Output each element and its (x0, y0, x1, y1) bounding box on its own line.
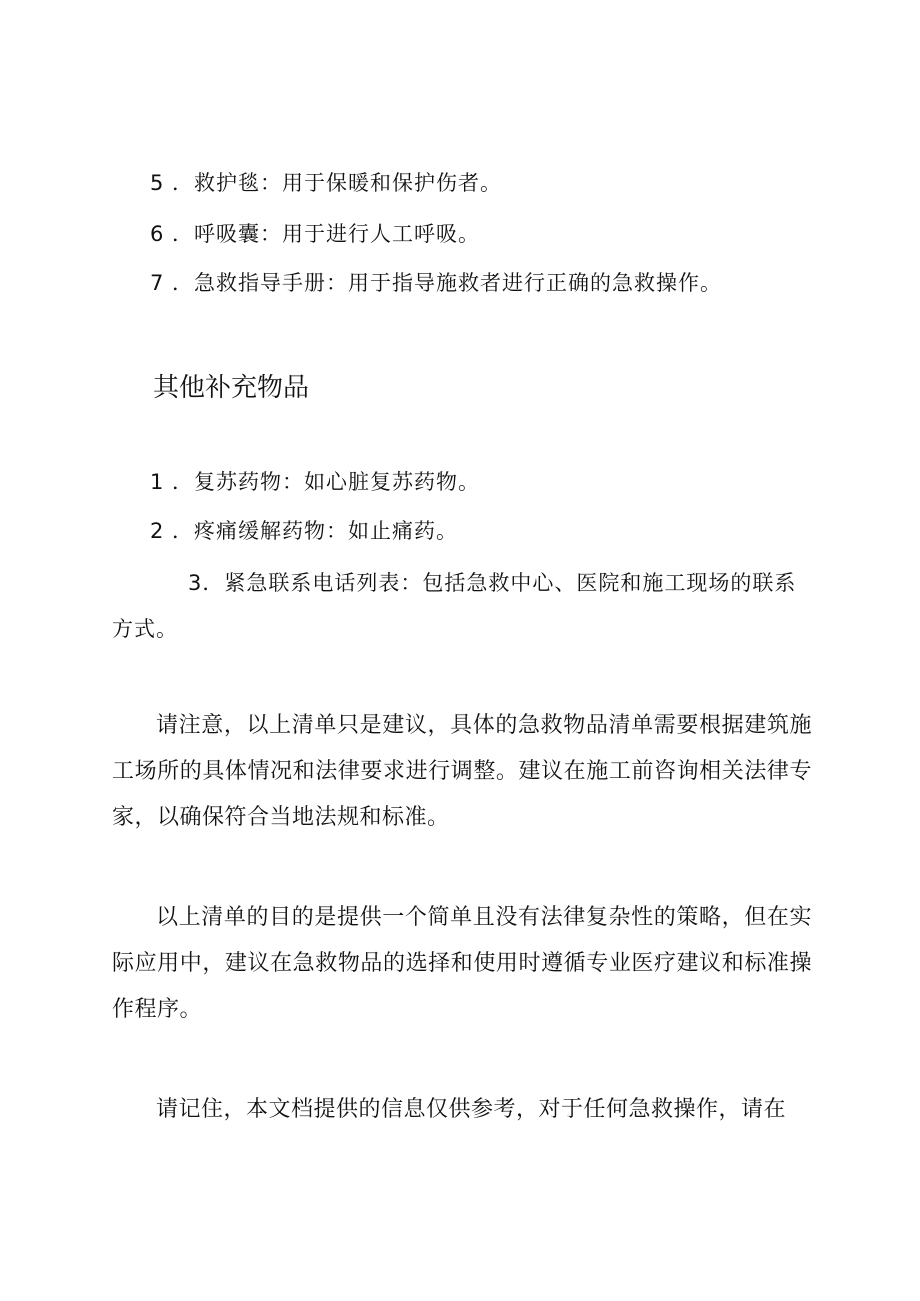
list-item-7 (150, 268, 722, 298)
list-item-3 (112, 560, 812, 652)
list-item-text: ．疼痛缓解药物：如止痛药。 (172, 519, 458, 543)
list-item-text: ．急救指导手册：用于指导施救者进行正确的急救操作。 (172, 271, 722, 295)
section-heading: 其他补充物品 (153, 373, 310, 403)
list-item-number: 1 (150, 470, 165, 494)
list-item-number: 5 (150, 171, 165, 195)
list-item-number: 6 (150, 222, 165, 246)
list-item-5 (150, 168, 502, 198)
note-paragraph: 请注意，以上清单只是建议，具体的急救物品清单需要根据建筑施工场所的具体情况和法律要求进行调整。建议在施工前咨询相关法律专家，以确保符合当地法规和标准。 (112, 713, 812, 830)
reminder-paragraph: 请记住，本文档提供的信息仅供参考，对于任何急救操作，请在 (156, 1097, 787, 1122)
list-item-number: 2 (150, 519, 165, 543)
list-item-number: 7 (150, 271, 165, 295)
list-item-2 (150, 516, 458, 546)
list-item-text: ．呼吸囊：用于进行人工呼吸。 (172, 222, 480, 246)
list-item-text: ．紧急联系电话列表：包括急救中心、医院和施工现场的联系方式。 (112, 571, 797, 641)
list-item-1 (150, 467, 480, 497)
list-item-text: ．救护毯：用于保暖和保护伤者。 (172, 171, 502, 195)
list-item-6 (150, 219, 480, 249)
list-item-number: 3 (188, 571, 203, 595)
purpose-paragraph: 以上清单的目的是提供一个简单且没有法律复杂性的策略，但在实际应用中，建议在急救物品的选择和使用时遵循专业医疗建议和标准操作程序。 (112, 905, 812, 1022)
list-item-text: ．复苏药物：如心脏复苏药物。 (172, 470, 480, 494)
